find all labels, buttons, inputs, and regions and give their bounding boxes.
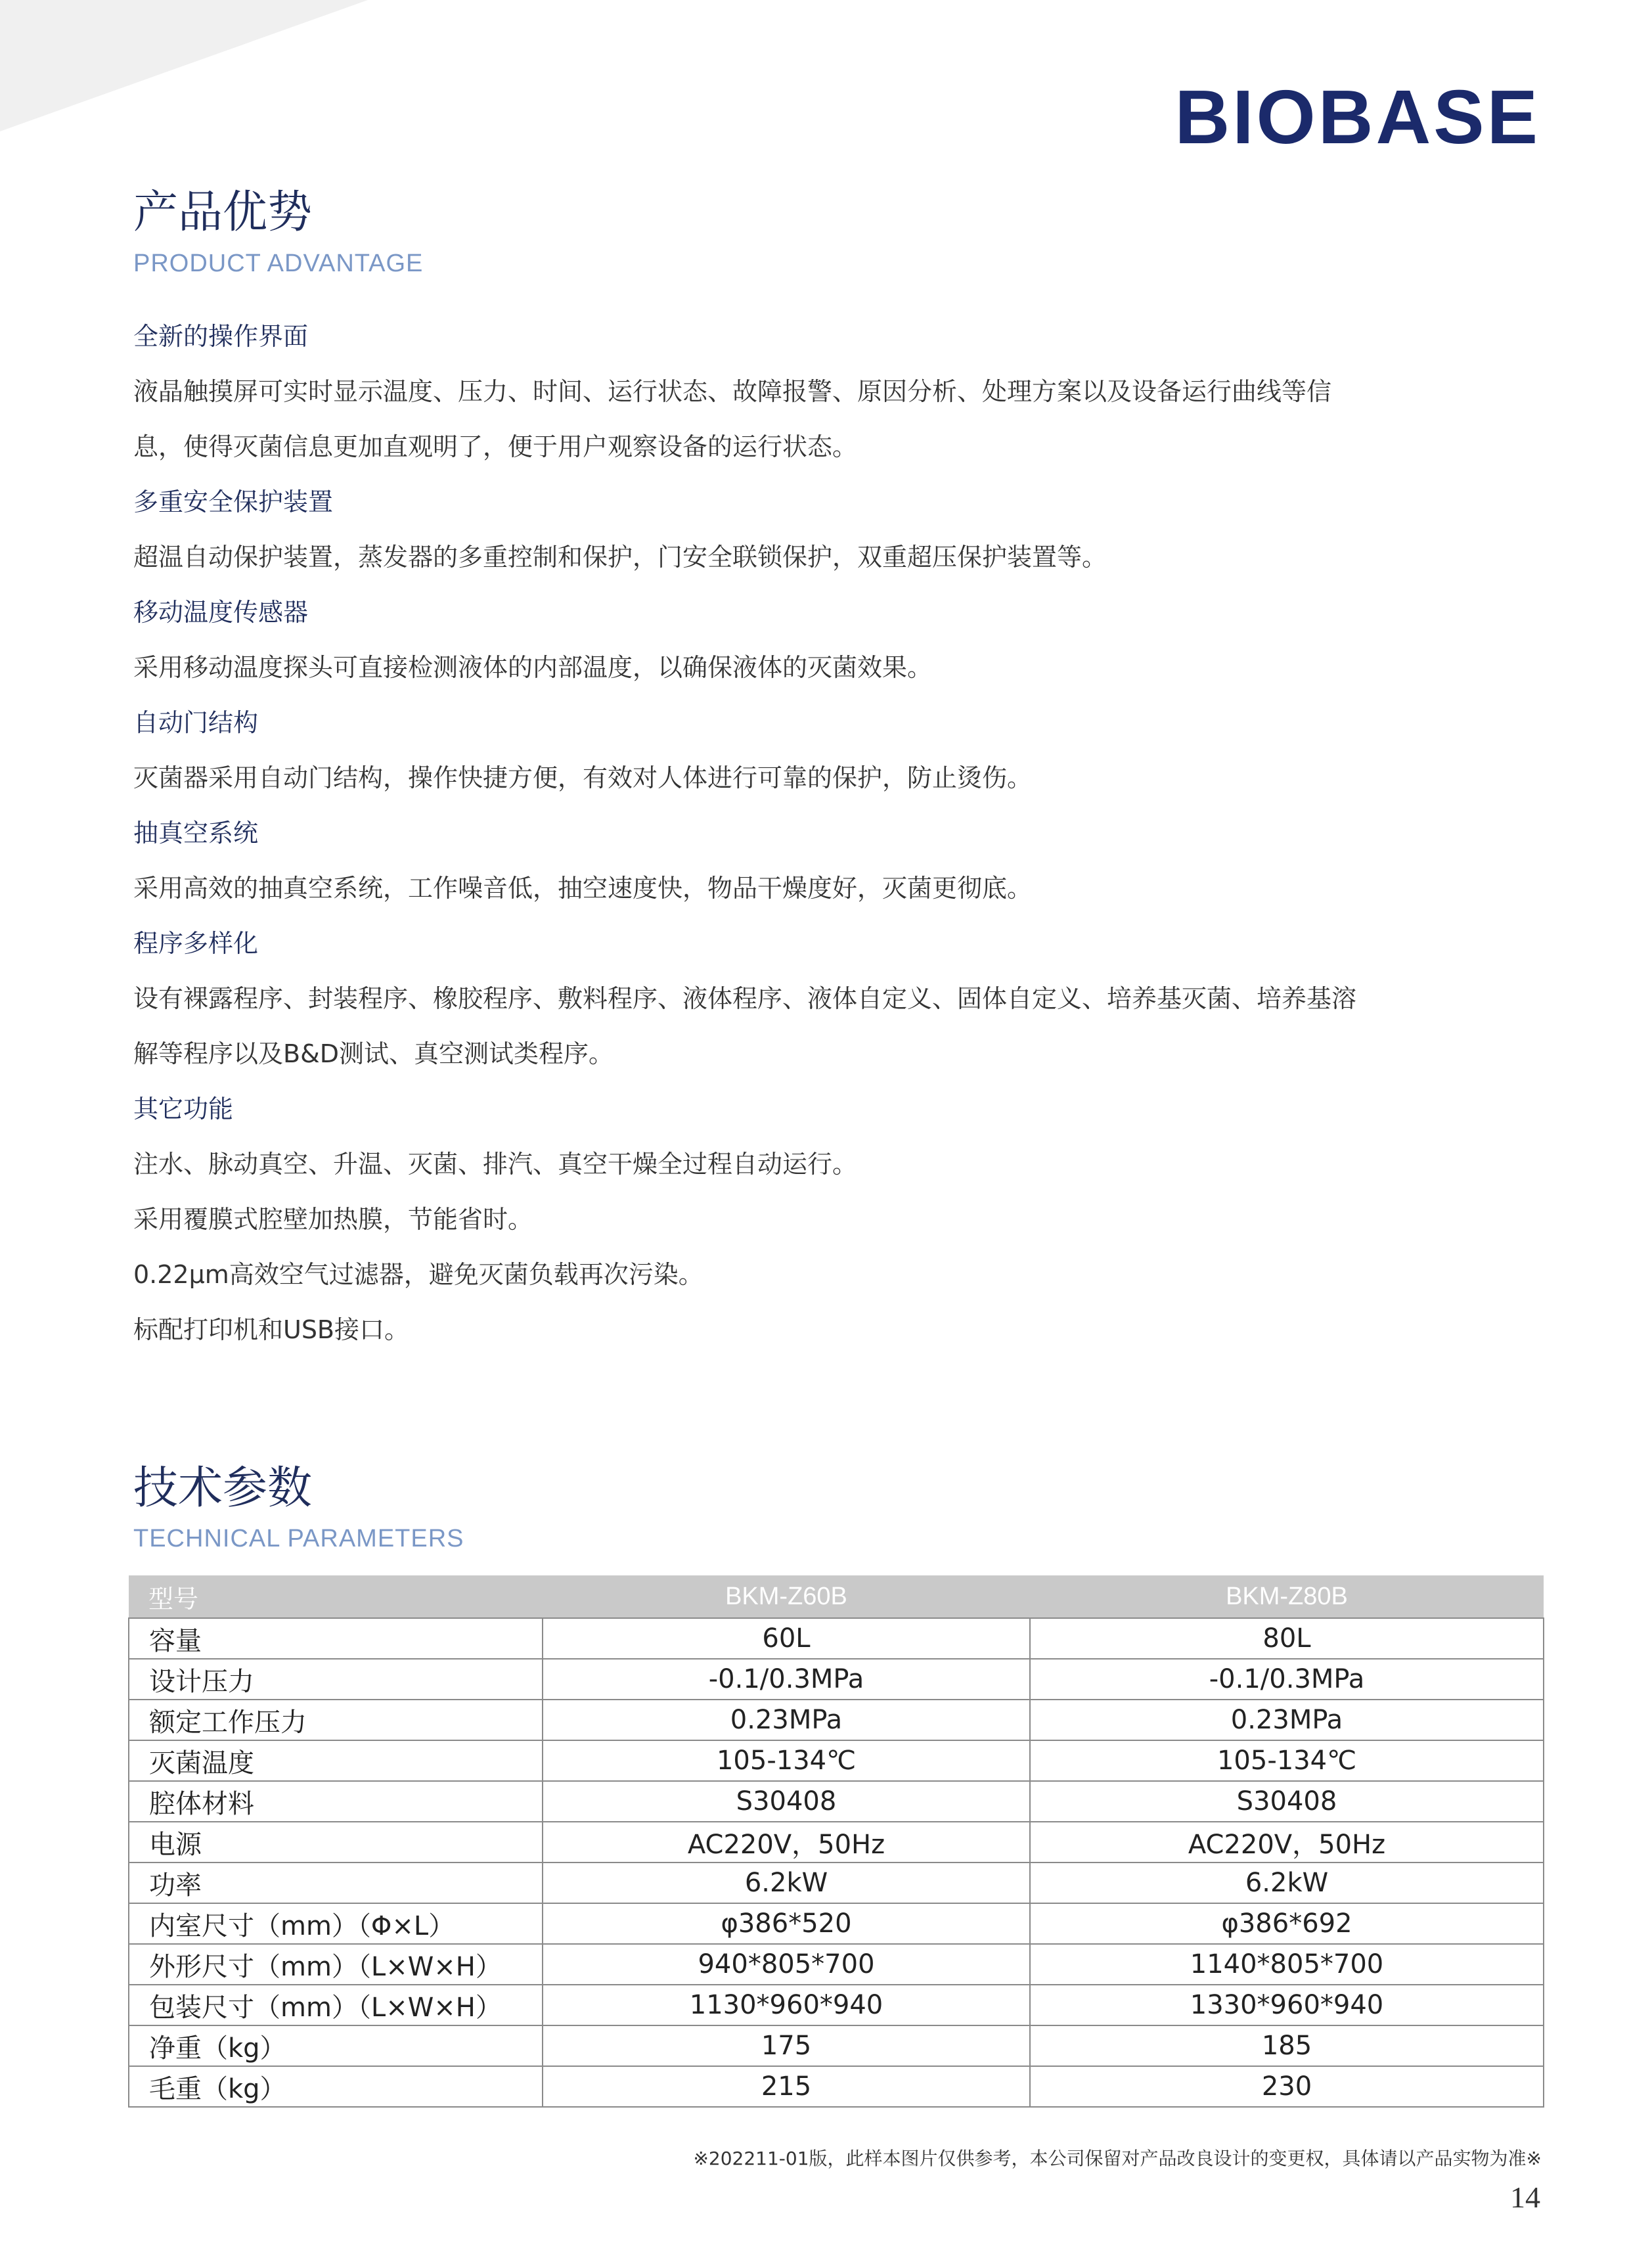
technical-title: 技术参数 — [133, 1462, 313, 1514]
parameter-label: 内室尺寸（mm）（Φ×L） — [129, 1903, 543, 1944]
parameter-value: 1130*960*940 — [543, 1985, 1030, 2025]
technical-subtitle: TECHNICAL PARAMETERS — [133, 1525, 464, 1552]
feature-block — [133, 474, 1526, 585]
feature-description: 息，使得灭菌信息更加直观明了，便于用户观察设备的运行状态。 — [133, 432, 858, 461]
parameter-value: 185 — [1030, 2025, 1544, 2066]
table-row — [129, 1903, 1544, 1944]
corner-decoration — [0, 0, 368, 131]
feature-block — [133, 805, 1526, 916]
feature-description: 解等程序以及B&D测试、真空测试类程序。 — [133, 1039, 614, 1068]
feature-heading: 自动门结构 — [133, 708, 259, 737]
parameter-label: 包装尺寸（mm）（L×W×H） — [129, 1985, 543, 2025]
parameter-value: 1140*805*700 — [1030, 1944, 1544, 1985]
parameter-value: 105-134℃ — [543, 1740, 1030, 1781]
parameter-label: 外形尺寸（mm）（L×W×H） — [129, 1944, 543, 1985]
parameter-value: 60L — [543, 1618, 1030, 1659]
parameter-value: 105-134℃ — [1030, 1740, 1544, 1781]
table-row — [129, 1781, 1544, 1822]
parameter-label: 容量 — [129, 1618, 543, 1659]
feature-heading: 多重安全保护装置 — [133, 487, 334, 516]
table-row — [129, 1985, 1544, 2025]
table-row — [129, 1700, 1544, 1740]
feature-block — [133, 695, 1526, 805]
parameter-label: 灭菌温度 — [129, 1740, 543, 1781]
parameter-value: φ386*520 — [543, 1903, 1030, 1944]
feature-block — [133, 1081, 1526, 1357]
feature-description: 设有裸露程序、封装程序、橡胶程序、敷料程序、液体程序、液体自定义、固体自定义、培养基灭菌、培养基溶 — [133, 984, 1357, 1013]
table-row — [129, 1863, 1544, 1903]
feature-description: 注水、脉动真空、升温、灭菌、排汽、真空干燥全过程自动运行。 — [133, 1150, 858, 1179]
feature-heading: 全新的操作界面 — [133, 322, 309, 351]
parameter-label: 设计压力 — [129, 1659, 543, 1700]
parameter-value: 0.23MPa — [1030, 1700, 1544, 1740]
parameter-value: S30408 — [1030, 1781, 1544, 1822]
table-row — [129, 2066, 1544, 2107]
advantage-subtitle: PRODUCT ADVANTAGE — [133, 250, 424, 277]
table-body — [129, 1618, 1544, 2107]
parameter-label: 功率 — [129, 1863, 543, 1903]
table-header-row — [129, 1575, 1544, 1618]
parameter-value: S30408 — [543, 1781, 1030, 1822]
feature-heading: 移动温度传感器 — [133, 598, 309, 627]
parameter-value: 175 — [543, 2025, 1030, 2066]
feature-description: 采用高效的抽真空系统，工作噪音低，抽空速度快，物品干燥度好，灭菌更彻底。 — [133, 874, 1033, 903]
header-model-1: BKM-Z60B — [543, 1575, 1030, 1618]
parameter-label: 净重（kg） — [129, 2025, 543, 2066]
parameter-value: 940*805*700 — [543, 1944, 1030, 1985]
parameter-value: AC220V，50Hz — [543, 1822, 1030, 1863]
header-model: 型号 — [129, 1575, 543, 1618]
table-row — [129, 1822, 1544, 1863]
brand-logo: BIOBASE — [1174, 74, 1540, 160]
feature-block — [133, 916, 1526, 1081]
parameter-label: 额定工作压力 — [129, 1700, 543, 1740]
feature-description: 0.22μm高效空气过滤器，避免灭菌负载再次污染。 — [133, 1260, 703, 1289]
parameter-label: 电源 — [129, 1822, 543, 1863]
parameters-table — [128, 1575, 1544, 2108]
table-row — [129, 1944, 1544, 1985]
parameter-value: AC220V，50Hz — [1030, 1822, 1544, 1863]
header-model-2: BKM-Z80B — [1030, 1575, 1544, 1618]
page-number: 14 — [1510, 2180, 1540, 2214]
table-row — [129, 1659, 1544, 1700]
table-row — [129, 1618, 1544, 1659]
parameter-value: -0.1/0.3MPa — [543, 1659, 1030, 1700]
parameter-value: 6.2kW — [1030, 1863, 1544, 1903]
parameter-label: 毛重（kg） — [129, 2066, 543, 2107]
table-row — [129, 1740, 1544, 1781]
parameter-value: 230 — [1030, 2066, 1544, 2107]
parameter-value: -0.1/0.3MPa — [1030, 1659, 1544, 1700]
parameter-value: 215 — [543, 2066, 1030, 2107]
parameter-value: 6.2kW — [543, 1863, 1030, 1903]
parameter-value: 0.23MPa — [543, 1700, 1030, 1740]
feature-description: 超温自动保护装置，蒸发器的多重控制和保护，门安全联锁保护，双重超压保护装置等。 — [133, 543, 1107, 572]
feature-description: 采用覆膜式腔壁加热膜，节能省时。 — [133, 1205, 533, 1234]
feature-heading: 抽真空系统 — [133, 819, 259, 847]
parameter-value: φ386*692 — [1030, 1903, 1544, 1944]
parameter-value: 80L — [1030, 1618, 1544, 1659]
footnote: ※202211-01版，此样本图片仅供参考，本公司保留对产品改良设计的变更权，具体请以产品实物为准※ — [693, 2148, 1542, 2169]
feature-block — [133, 309, 1526, 474]
advantage-list — [133, 309, 1526, 1357]
advantage-title: 产品优势 — [133, 187, 313, 238]
feature-heading: 其它功能 — [133, 1095, 234, 1123]
parameter-label: 腔体材料 — [129, 1781, 543, 1822]
feature-description: 液晶触摸屏可实时显示温度、压力、时间、运行状态、故障报警、原因分析、处理方案以及设备运行曲线等信 — [133, 377, 1332, 406]
feature-description: 灭菌器采用自动门结构，操作快捷方便，有效对人体进行可靠的保护，防止烫伤。 — [133, 763, 1033, 792]
parameter-value: 1330*960*940 — [1030, 1985, 1544, 2025]
feature-description: 标配打印机和USB接口。 — [133, 1315, 410, 1344]
feature-heading: 程序多样化 — [133, 929, 259, 958]
feature-block — [133, 585, 1526, 695]
feature-description: 采用移动温度探头可直接检测液体的内部温度，以确保液体的灭菌效果。 — [133, 653, 933, 682]
table-row — [129, 2025, 1544, 2066]
